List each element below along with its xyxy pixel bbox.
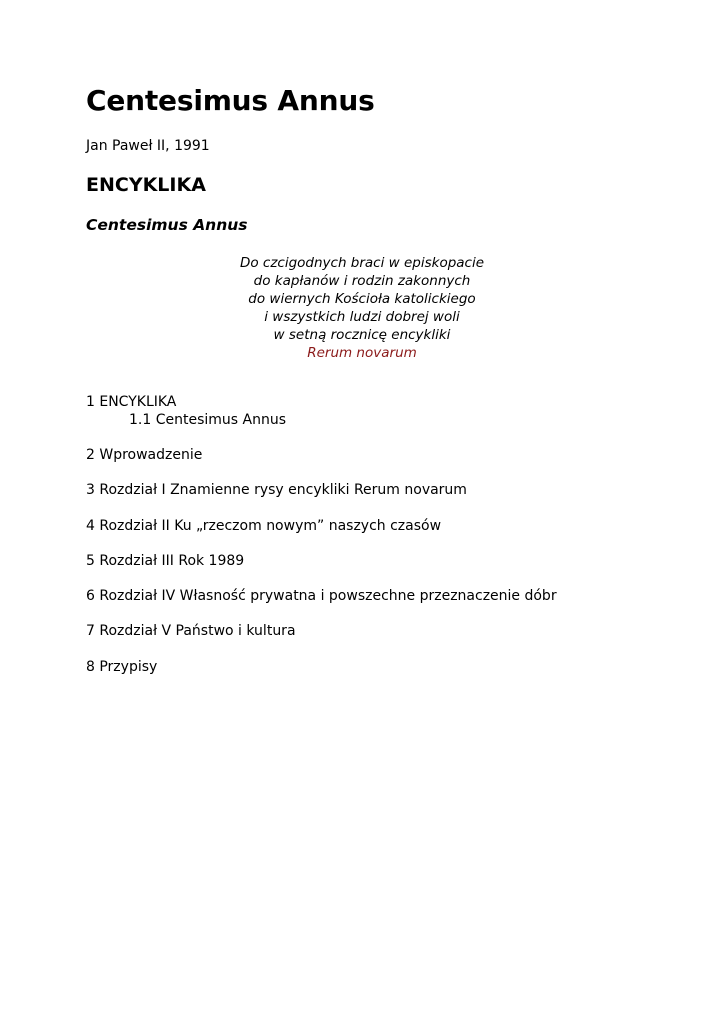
toc-item[interactable]: 1 ENCYKLIKA xyxy=(86,394,177,410)
author-line: Jan Paweł II, 1991 xyxy=(86,138,210,154)
dedication-line: do kapłanów i rodzin zakonnych xyxy=(253,273,471,289)
toc-item[interactable]: 4 Rozdział II Ku „rzeczom nowym” naszych czasów xyxy=(86,518,442,534)
dedication-line: do wiernych Kościoła katolickiego xyxy=(248,291,476,307)
dedication-accent-line: Rerum novarum xyxy=(307,345,417,361)
dedication-line: i wszystkich ludzi dobrej woli xyxy=(264,309,460,325)
toc-item[interactable]: 3 Rozdział I Znamienne rysy encykliki Rerum novarum xyxy=(86,482,467,498)
section-heading: ENCYKLIKA xyxy=(86,174,206,196)
toc-subitem[interactable]: 1.1 Centesimus Annus xyxy=(129,412,287,428)
dedication-line: Do czcigodnych braci w episkopacie xyxy=(239,255,485,271)
toc-item[interactable]: 7 Rozdział V Państwo i kultura xyxy=(86,623,296,639)
dedication-line: w setną rocznicę encykliki xyxy=(273,327,451,343)
toc-item[interactable]: 2 Wprowadzenie xyxy=(86,447,203,463)
document-title: Centesimus Annus xyxy=(86,84,375,117)
toc-item[interactable]: 5 Rozdział III Rok 1989 xyxy=(86,553,245,569)
section-subheading: Centesimus Annus xyxy=(86,216,248,234)
toc-item[interactable]: 8 Przypisy xyxy=(86,659,158,675)
toc-item[interactable]: 6 Rozdział IV Własność prywatna i powszechne przeznaczenie dóbr xyxy=(86,588,557,604)
dedication-block xyxy=(86,254,638,362)
